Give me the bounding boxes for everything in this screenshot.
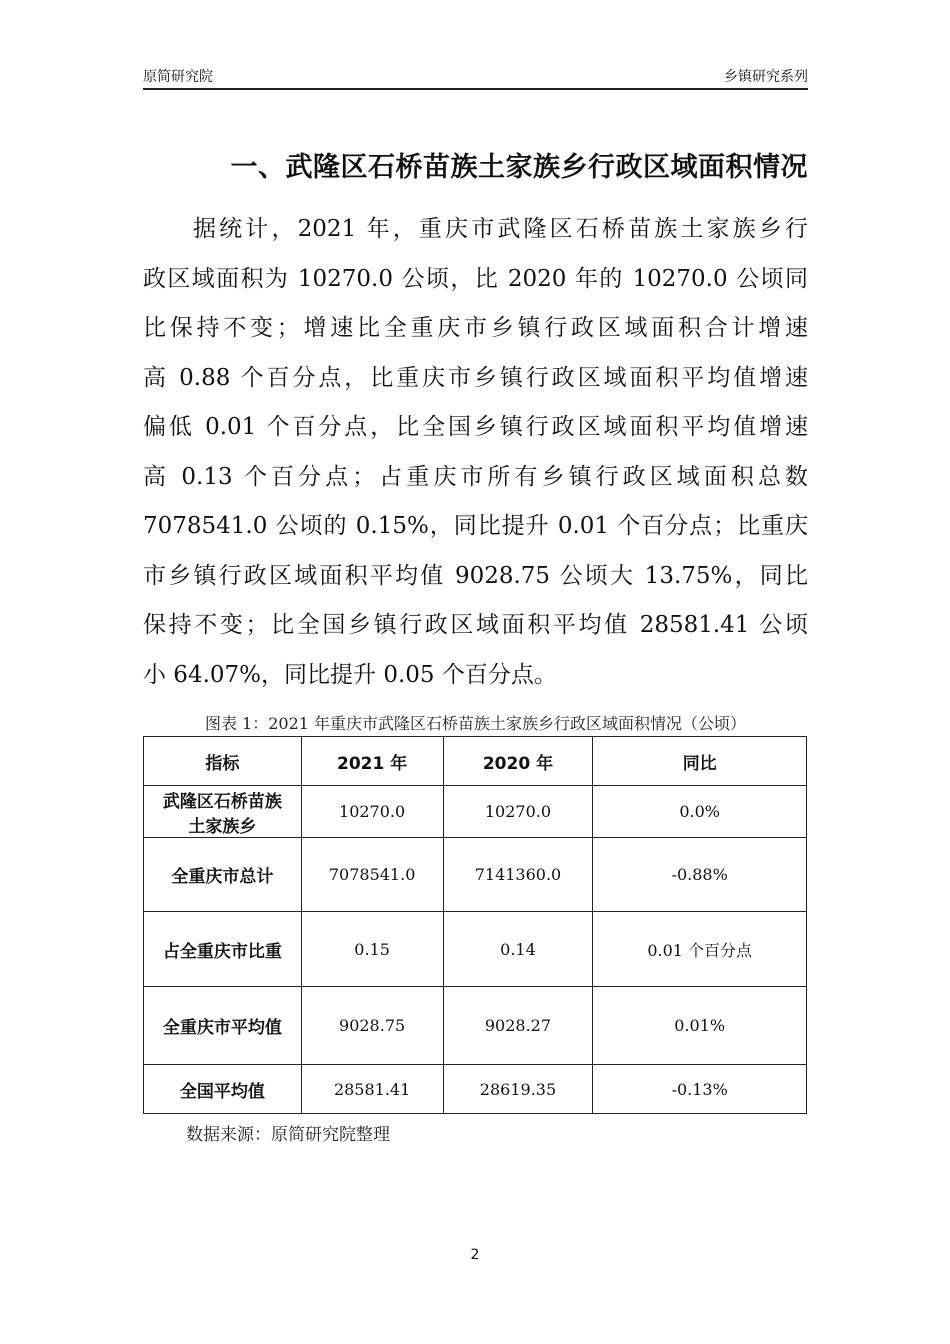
page-header (143, 64, 808, 90)
header-org: 原简研究院 (143, 69, 213, 85)
paragraph-line: 保持不变；比全国乡镇行政区域面积平均值 28581.41 公顷 (143, 612, 808, 638)
table-cell: 10270.0 (301, 786, 443, 838)
table-cell: -0.88% (593, 838, 807, 912)
paragraph-line: 政区域面积为 10270.0 公顷，比 2020 年的 10270.0 公顷同 (143, 265, 808, 292)
row-label: 全国平均值 (144, 1065, 302, 1114)
header-cell: 同比 (593, 737, 807, 786)
table-cell: 0.01 个百分点 (593, 912, 807, 987)
table-cell: 0.14 (443, 912, 593, 987)
section-title: 一、武隆区石桥苗族土家族乡行政区域面积情况 (230, 152, 808, 183)
paragraph-line: 高 0.13 个百分点；占重庆市所有乡镇行政区域面积总数 (143, 463, 808, 490)
table-cell: 0.0% (593, 786, 807, 838)
paragraph-line: 比保持不变；增速比全重庆市乡镇行政区域面积合计增速 (143, 315, 808, 341)
table-cell: -0.13% (593, 1065, 807, 1114)
table-cell: 28619.35 (443, 1065, 593, 1114)
area-table (143, 736, 807, 1114)
table-row (144, 838, 807, 912)
body-paragraph (143, 205, 808, 700)
table-row (144, 786, 807, 838)
page-number: 2 (470, 1247, 480, 1263)
data-source-note: 数据来源：原简研究院整理 (186, 1125, 390, 1145)
paragraph-line: 偏低 0.01 个百分点，比全国乡镇行政区域面积平均值增速 (143, 414, 808, 440)
table-cell: 10270.0 (443, 786, 593, 838)
paragraph-line: 7078541.0 公顷的 0.15%，同比提升 0.01 个百分点；比重庆 (143, 513, 808, 539)
paragraph-line: 市乡镇行政区域面积平均值 9028.75 公顷大 13.75%，同比 (143, 562, 808, 589)
header-cell: 2021 年 (301, 737, 443, 786)
table-row (144, 987, 807, 1065)
table-cell: 0.01% (593, 987, 807, 1065)
paragraph-line: 小 64.07%，同比提升 0.05 个百分点。 (143, 661, 557, 688)
table-row (144, 912, 807, 987)
header-series: 乡镇研究系列 (724, 69, 808, 85)
row-label: 全重庆市平均值 (144, 987, 302, 1065)
table-caption: 图表 1：2021 年重庆市武隆区石桥苗族土家族乡行政区域面积情况（公顷） (204, 714, 747, 733)
header-cell: 指标 (144, 737, 302, 786)
table-cell: 7078541.0 (301, 838, 443, 912)
paragraph-line: 高 0.88 个百分点，比重庆市乡镇行政区域面积平均值增速 (143, 364, 808, 391)
header-cell: 2020 年 (443, 737, 593, 786)
table-cell: 0.15 (301, 912, 443, 987)
table-row (144, 1065, 807, 1114)
table-header-row (144, 737, 807, 786)
row-label: 全重庆市总计 (144, 838, 302, 912)
row-label: 占全重庆市比重 (144, 912, 302, 987)
paragraph-line: 据统计，2021 年，重庆市武隆区石桥苗族土家族乡行 (193, 216, 808, 242)
table-cell: 9028.75 (301, 987, 443, 1065)
table-cell: 28581.41 (301, 1065, 443, 1114)
table-cell: 9028.27 (443, 987, 593, 1065)
row-label: 武隆区石桥苗族土家族乡 (144, 786, 302, 838)
table-cell: 7141360.0 (443, 838, 593, 912)
